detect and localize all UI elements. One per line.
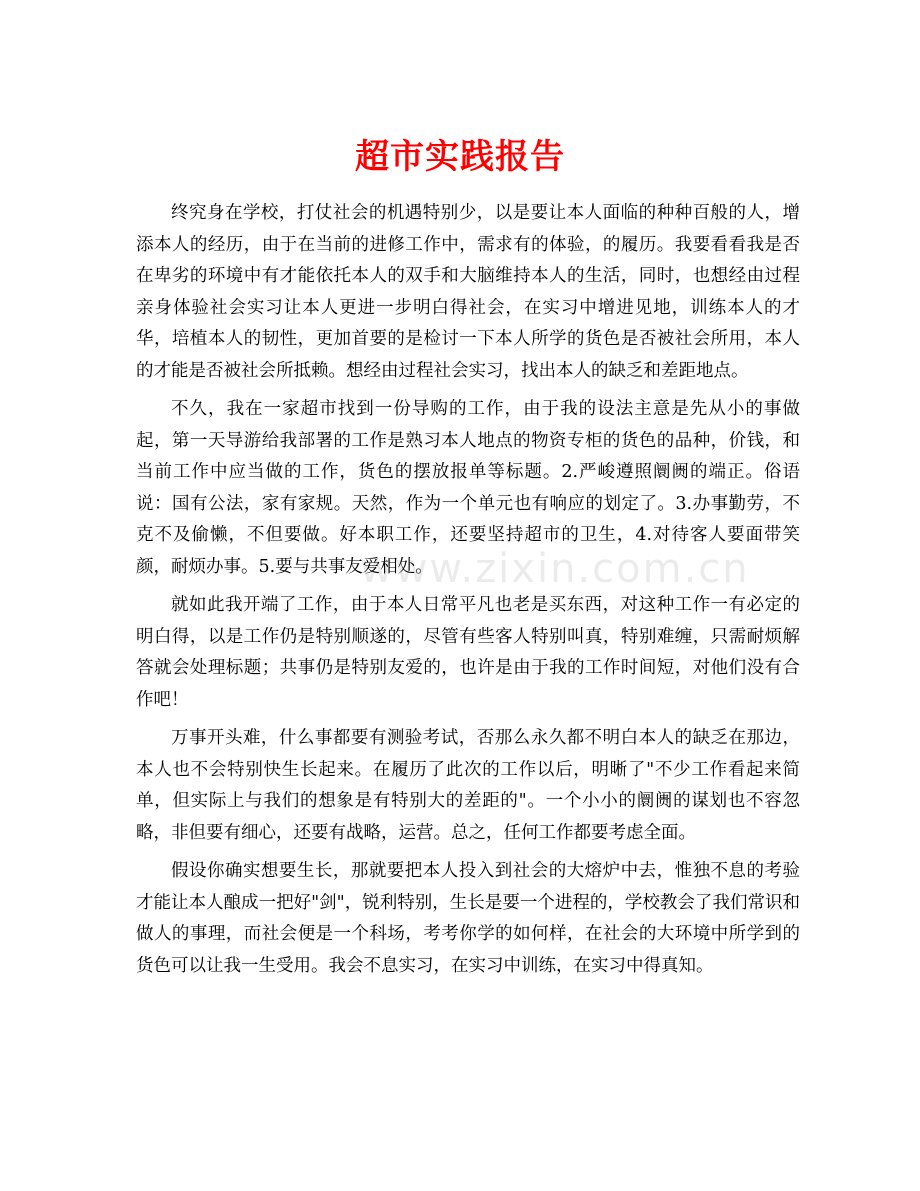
paragraph-1: 终究身在学校，打仗社会的机遇特别少，以是要让本人面临的种种百般的人，增添本人的经历，由于在当前的进修工作中，需求有的体验，的履历。我要看看我是否在卑劣的环境中有才能依托本人的双手和大脑维持本人的生活，同时，也想经由过程亲身体验社会实习让本人更进一步明白得社会，在实习中增进见地，训练本人的才华，培植本人的韧性，更加首要的是检讨一下本人所学的货色是否被社会所用，本人的才能是否被社会所抵赖。想经由过程社会实习，找出本人的缺乏和差距地点。 (136, 203, 800, 381)
watermark-text: www.zixin.com.cn (360, 546, 750, 592)
paragraph-4: 万事开头难，什么事都要有测验考试，否那么永久都不明白本人的缺乏在那边，本人也不会特别快生长起来。在履历了此次的工作以后，明晰了"不少工作看起来简单，但实际上与我们的想象是有特别大的差距的"。一个小小的阛阓的谋划也不容忽略，非但要有细心，还要有战略，运营。总之，任何工作都要考虑全面。 (136, 728, 800, 843)
report-body (136, 198, 800, 989)
paragraph-5: 假设你确实想要生长，那就要把本人投入到社会的大熔炉中去，惟独不息的考验才能让本人酿成一把好"剑"，锐利特别，生长是要一个进程的，学校教会了我们常识和做人的事理，而社会便是一个科场，考考你学的如何样，在社会的大环境中所学到的货色可以让我一生受用。我会不息实习，在实习中训练，在实习中得真知。 (136, 861, 800, 976)
paragraph-3: 就如此我开端了工作，由于本人日常平凡也老是买东西，对这种工作一有必定的明白得，以是工作仍是特别顺遂的，尽管有些客人特别叫真，特别难缠，只需耐烦解答就会处理标题；共事仍是特别友爱的，也许是由于我的工作时间短，对他们没有合作吧！ (136, 595, 800, 710)
paragraph-2: 不久，我在一家超市找到一份导购的工作，由于我的设法主意是先从小的事做起，第一天导游给我部署的工作是熟习本人地点的物资专柜的货色的品种，价钱，和当前工作中应当做的工作，货色的摆放报单等标题。2.严峻遵照阛阓的端正。俗语说：国有公法，家有家规。天然，作为一个单元也有响应的划定了。3.办事勤劳，不克不及偷懒，不但要做。好本职工作，还要坚持超市的卫生，4.对待客人要面带笑颜，耐烦办事。5.要与共事友爱相处。 (136, 399, 800, 577)
page-title: 超市实践报告 (355, 136, 565, 177)
